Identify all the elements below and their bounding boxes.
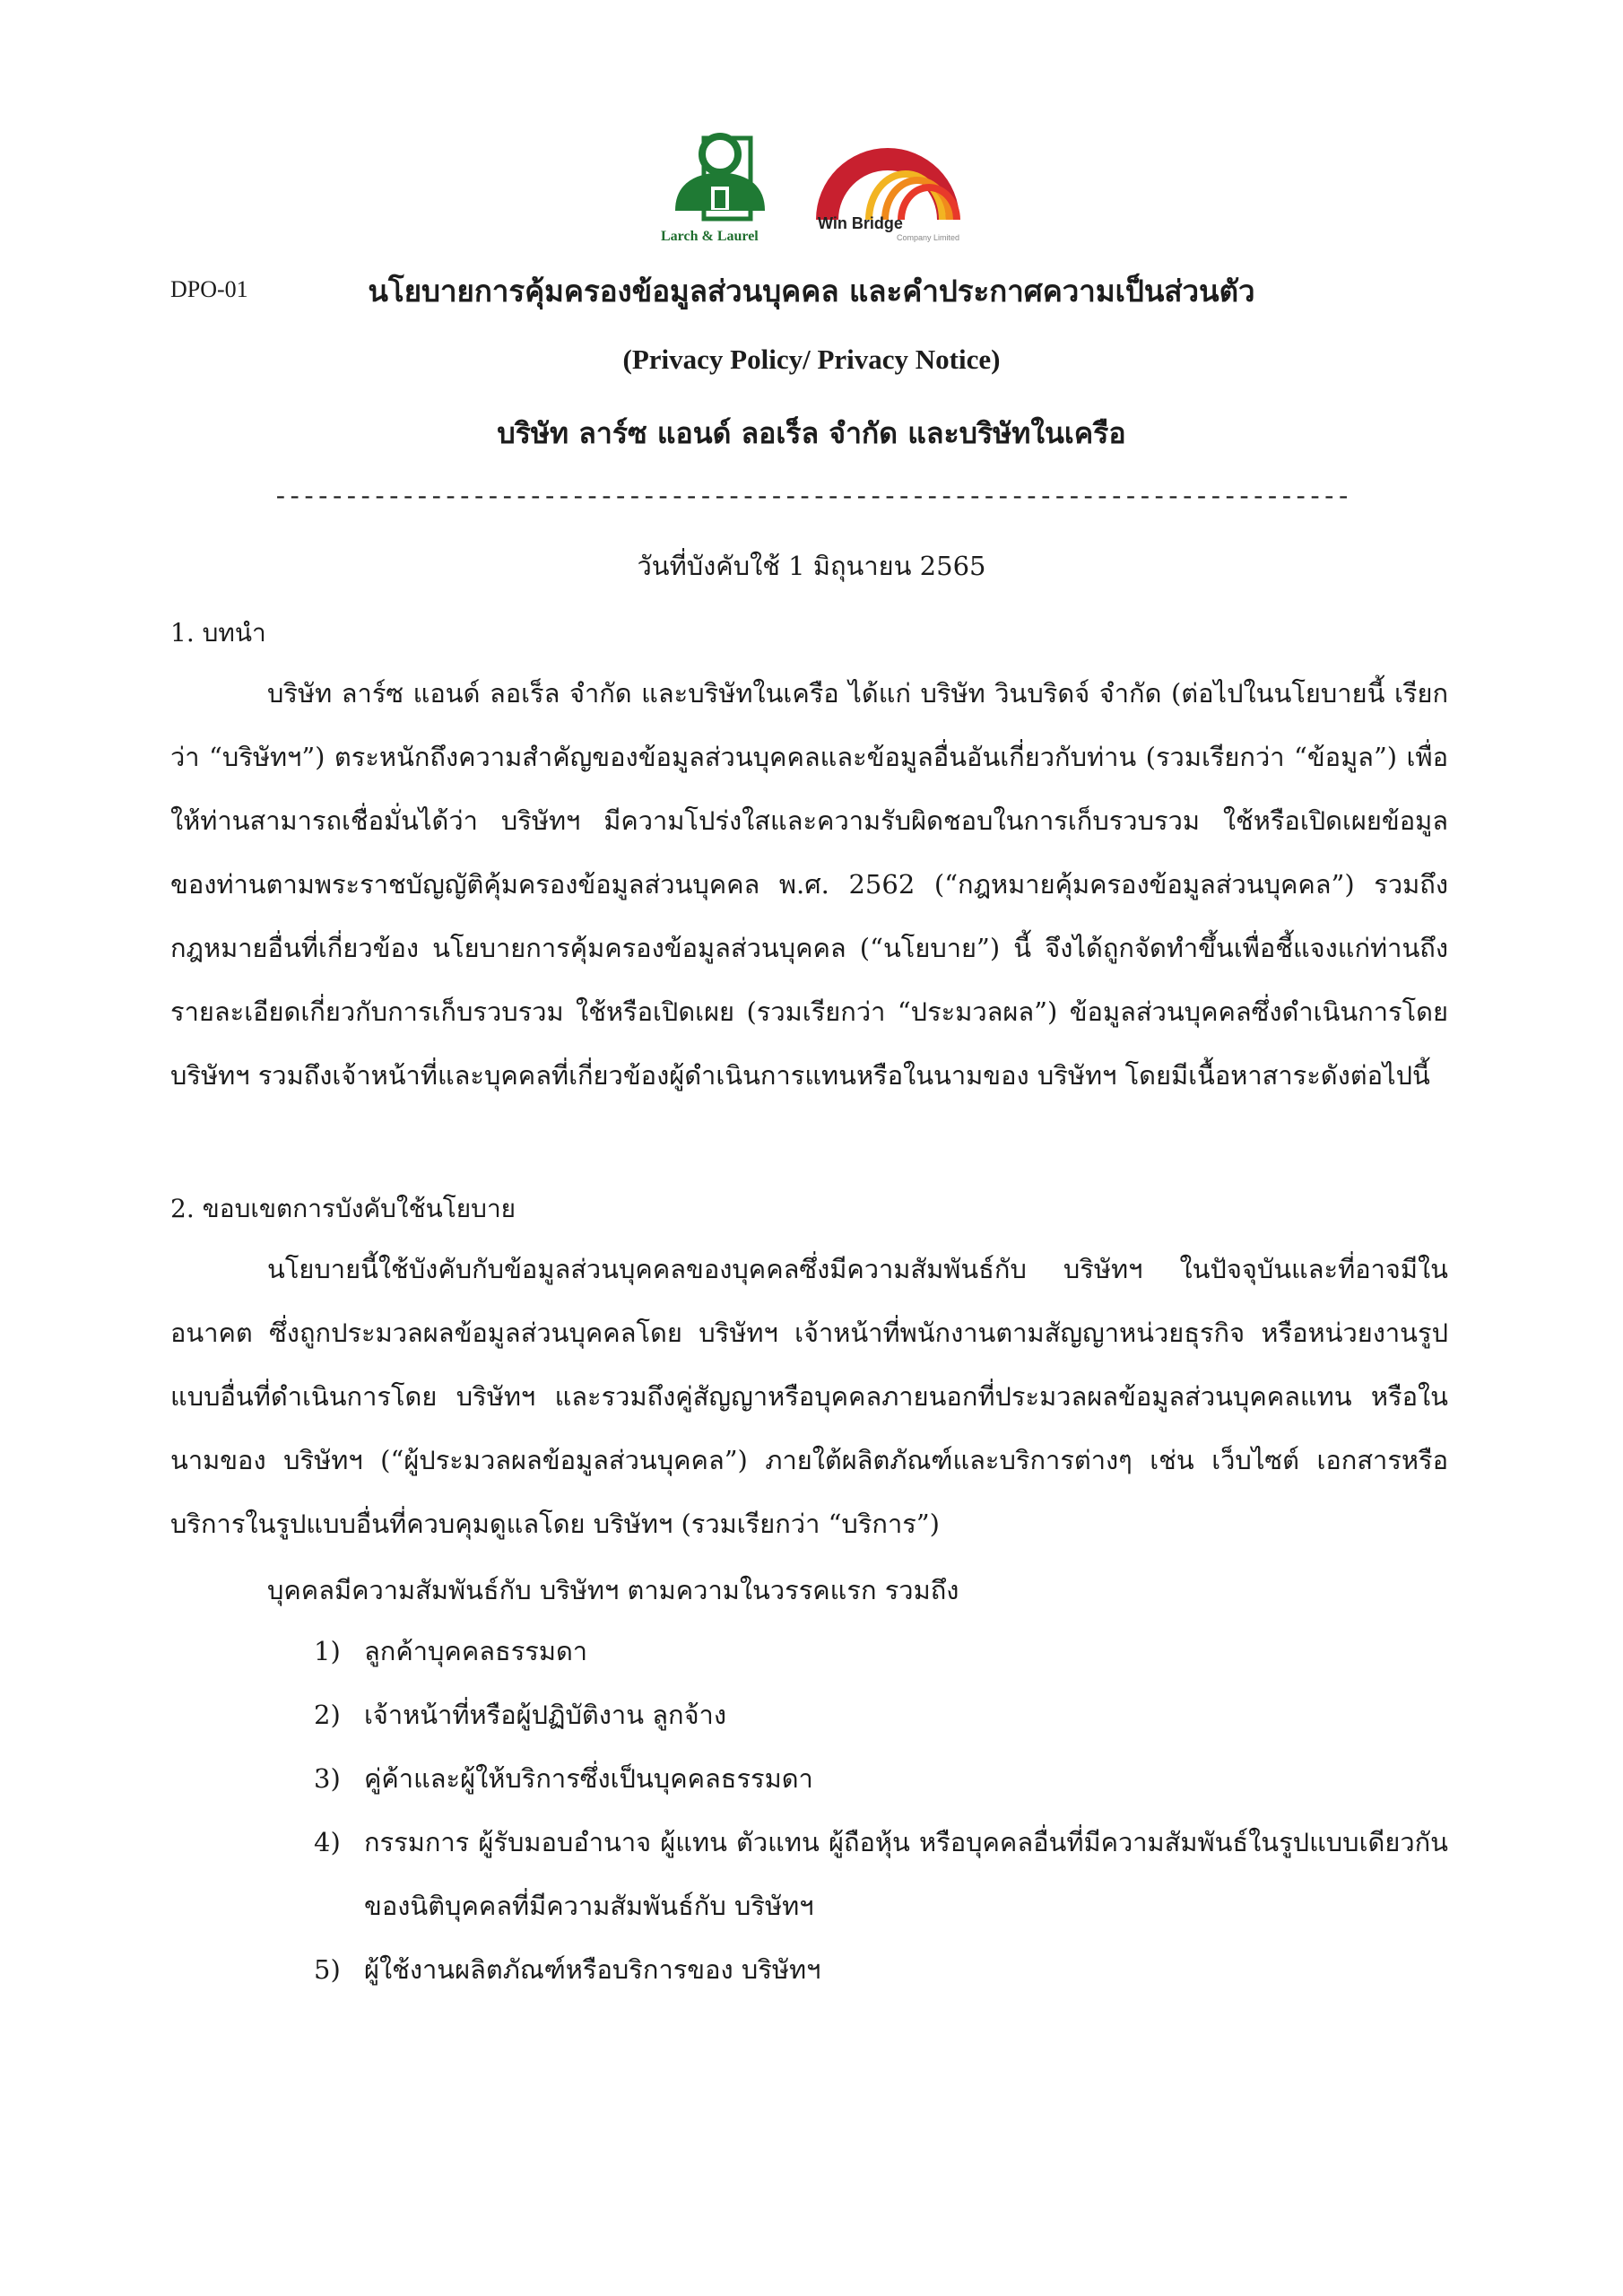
list-item-number: 5): [314, 1954, 341, 1985]
company-name: บริษัท ลาร์ซ แอนด์ ลอเร็ล จำกัด และบริษัทในเครือ: [497, 416, 1126, 450]
list-item-text: เจ้าหน้าที่หรือผู้ปฏิบัติงาน ลูกจ้าง: [364, 1700, 727, 1730]
effective-date: วันที่บังคับใช้ 1 มิถุนายน 2565: [637, 551, 986, 581]
list-item: [314, 1811, 1448, 1938]
list-item-number: 1): [314, 1636, 341, 1666]
larch-laurel-logo: [659, 126, 803, 237]
document-code: DPO-01: [170, 276, 248, 302]
list-item-text: ผู้ใช้งานผลิตภัณฑ์หรือบริการของ บริษัทฯ: [364, 1954, 821, 1985]
section-2-heading: 2. ขอบเขตการบังคับใช้นโยบาย: [170, 1194, 516, 1223]
list-item-number: 4): [314, 1827, 341, 1857]
list-item: [314, 1938, 1448, 2002]
list-item-text: ลูกค้าบุคคลธรรมดา: [364, 1636, 588, 1666]
section-2-paragraph: นโยบายนี้ใช้บังคับกับข้อมูลส่วนบุคคลของบุคคลซึ่งมีความสัมพันธ์กับ บริษัทฯ ในปัจจุบันและที่อาจมีในอนาคต ซึ่งถูกประมวลผลข้อมูลส่วนบุคคลโดย บริษัทฯ เจ้าหน้าที่พนักงานตามสัญญาหน่วยธุรกิจ หรือหน่วยงานรูปแบบอื่นที่ดำเนินการโดย บริษัทฯ และรวมถึงคู่สัญญาหรือบุคคลภายนอกที่ประมวลผลข้อมูลส่วนบุคคลแทน หรือในนามของ บริษัทฯ (“ผู้ประมวลผลข้อมูลส่วนบุคคล”) ภายใต้ผลิตภัณฑ์และบริการต่างๆ เช่น เว็บไซต์ เอกสารหรือบริการในรูปแบบอื่นที่ควบคุมดูแลโดย บริษัทฯ (รวมเรียกว่า “บริการ”): [170, 1254, 1448, 1539]
win-bridge-logo-subtext: Company Limited: [897, 233, 960, 242]
separator-line: ----------------------------------------------------------------------------: [273, 484, 1350, 512]
list-item: [314, 1747, 1448, 1811]
larch-laurel-logo-text: Larch & Laurel: [661, 229, 759, 244]
list-item-text: คู่ค้าและผู้ให้บริการซึ่งเป็นบุคคลธรรมดา: [364, 1763, 813, 1794]
list-item-number: 3): [314, 1763, 341, 1794]
document-title: นโยบายการคุ้มครองข้อมูลส่วนบุคคล และคำประกาศความเป็นส่วนตัว: [368, 274, 1255, 309]
list-item: [314, 1683, 1448, 1747]
section-1-body: [170, 662, 1448, 1108]
win-bridge-logo-text: Win Bridge: [818, 214, 903, 232]
list-item-text: กรรมการ ผู้รับมอบอำนาจ ผู้แทน ตัวแทน ผู้ถือหุ้น หรือบุคคลอื่นที่มีความสัมพันธ์ในรูปแบบเดียวกันของนิติบุคคลที่มีความสัมพันธ์กับ บริษัทฯ: [364, 1827, 1448, 1921]
list-item: [314, 1620, 1448, 1683]
section-1-paragraph: บริษัท ลาร์ซ แอนด์ ลอเร็ล จำกัด และบริษัทในเครือ ได้แก่ บริษัท วินบริดจ์ จำกัด (ต่อไปในนโยบายนี้ เรียกว่า “บริษัทฯ”) ตระหนักถึงความสำคัญของข้อมูลส่วนบุคคลและข้อมูลอื่นอันเกี่ยวกับท่าน (รวมเรียกว่า “ข้อมูล”) เพื่อให้ท่านสามารถเชื่อมั่นได้ว่า บริษัทฯ มีความโปร่งใสและความรับผิดชอบในการเก็บรวบรวม ใช้หรือเปิดเผยข้อมูลของท่านตามพระราชบัญญัติคุ้มครองข้อมูลส่วนบุคคล พ.ศ. 2562 (“กฎหมายคุ้มครองข้อมูลส่วนบุคคล”) รวมถึงกฎหมายอื่นที่เกี่ยวข้อง นโยบายการคุ้มครองข้อมูลส่วนบุคคล (“นโยบาย”) นี้ จึงได้ถูกจัดทำขึ้นเพื่อชี้แจงแก่ท่านถึงรายละเอียดเกี่ยวกับการเก็บรวบรวม ใช้หรือเปิดเผย (รวมเรียกว่า “ประมวลผล”) ข้อมูลส่วนบุคคลซึ่งดำเนินการโดย บริษัทฯ รวมถึงเจ้าหน้าที่และบุคคลที่เกี่ยวข้องผู้ดำเนินการแทนหรือในนามของ บริษัทฯ โดยมีเนื้อหาสาระดังต่อไปนี้: [170, 678, 1448, 1091]
section-1-heading: 1. บทนำ: [170, 618, 266, 648]
section-2-intro: บุคคลมีความสัมพันธ์กับ บริษัทฯ ตามความในวรรคแรก รวมถึง: [267, 1575, 959, 1605]
document-subtitle: (Privacy Policy/ Privacy Notice): [622, 344, 1001, 375]
section-2-body: [170, 1238, 1448, 1556]
list-item-number: 2): [314, 1700, 341, 1730]
relationship-list: [314, 1620, 1448, 2002]
